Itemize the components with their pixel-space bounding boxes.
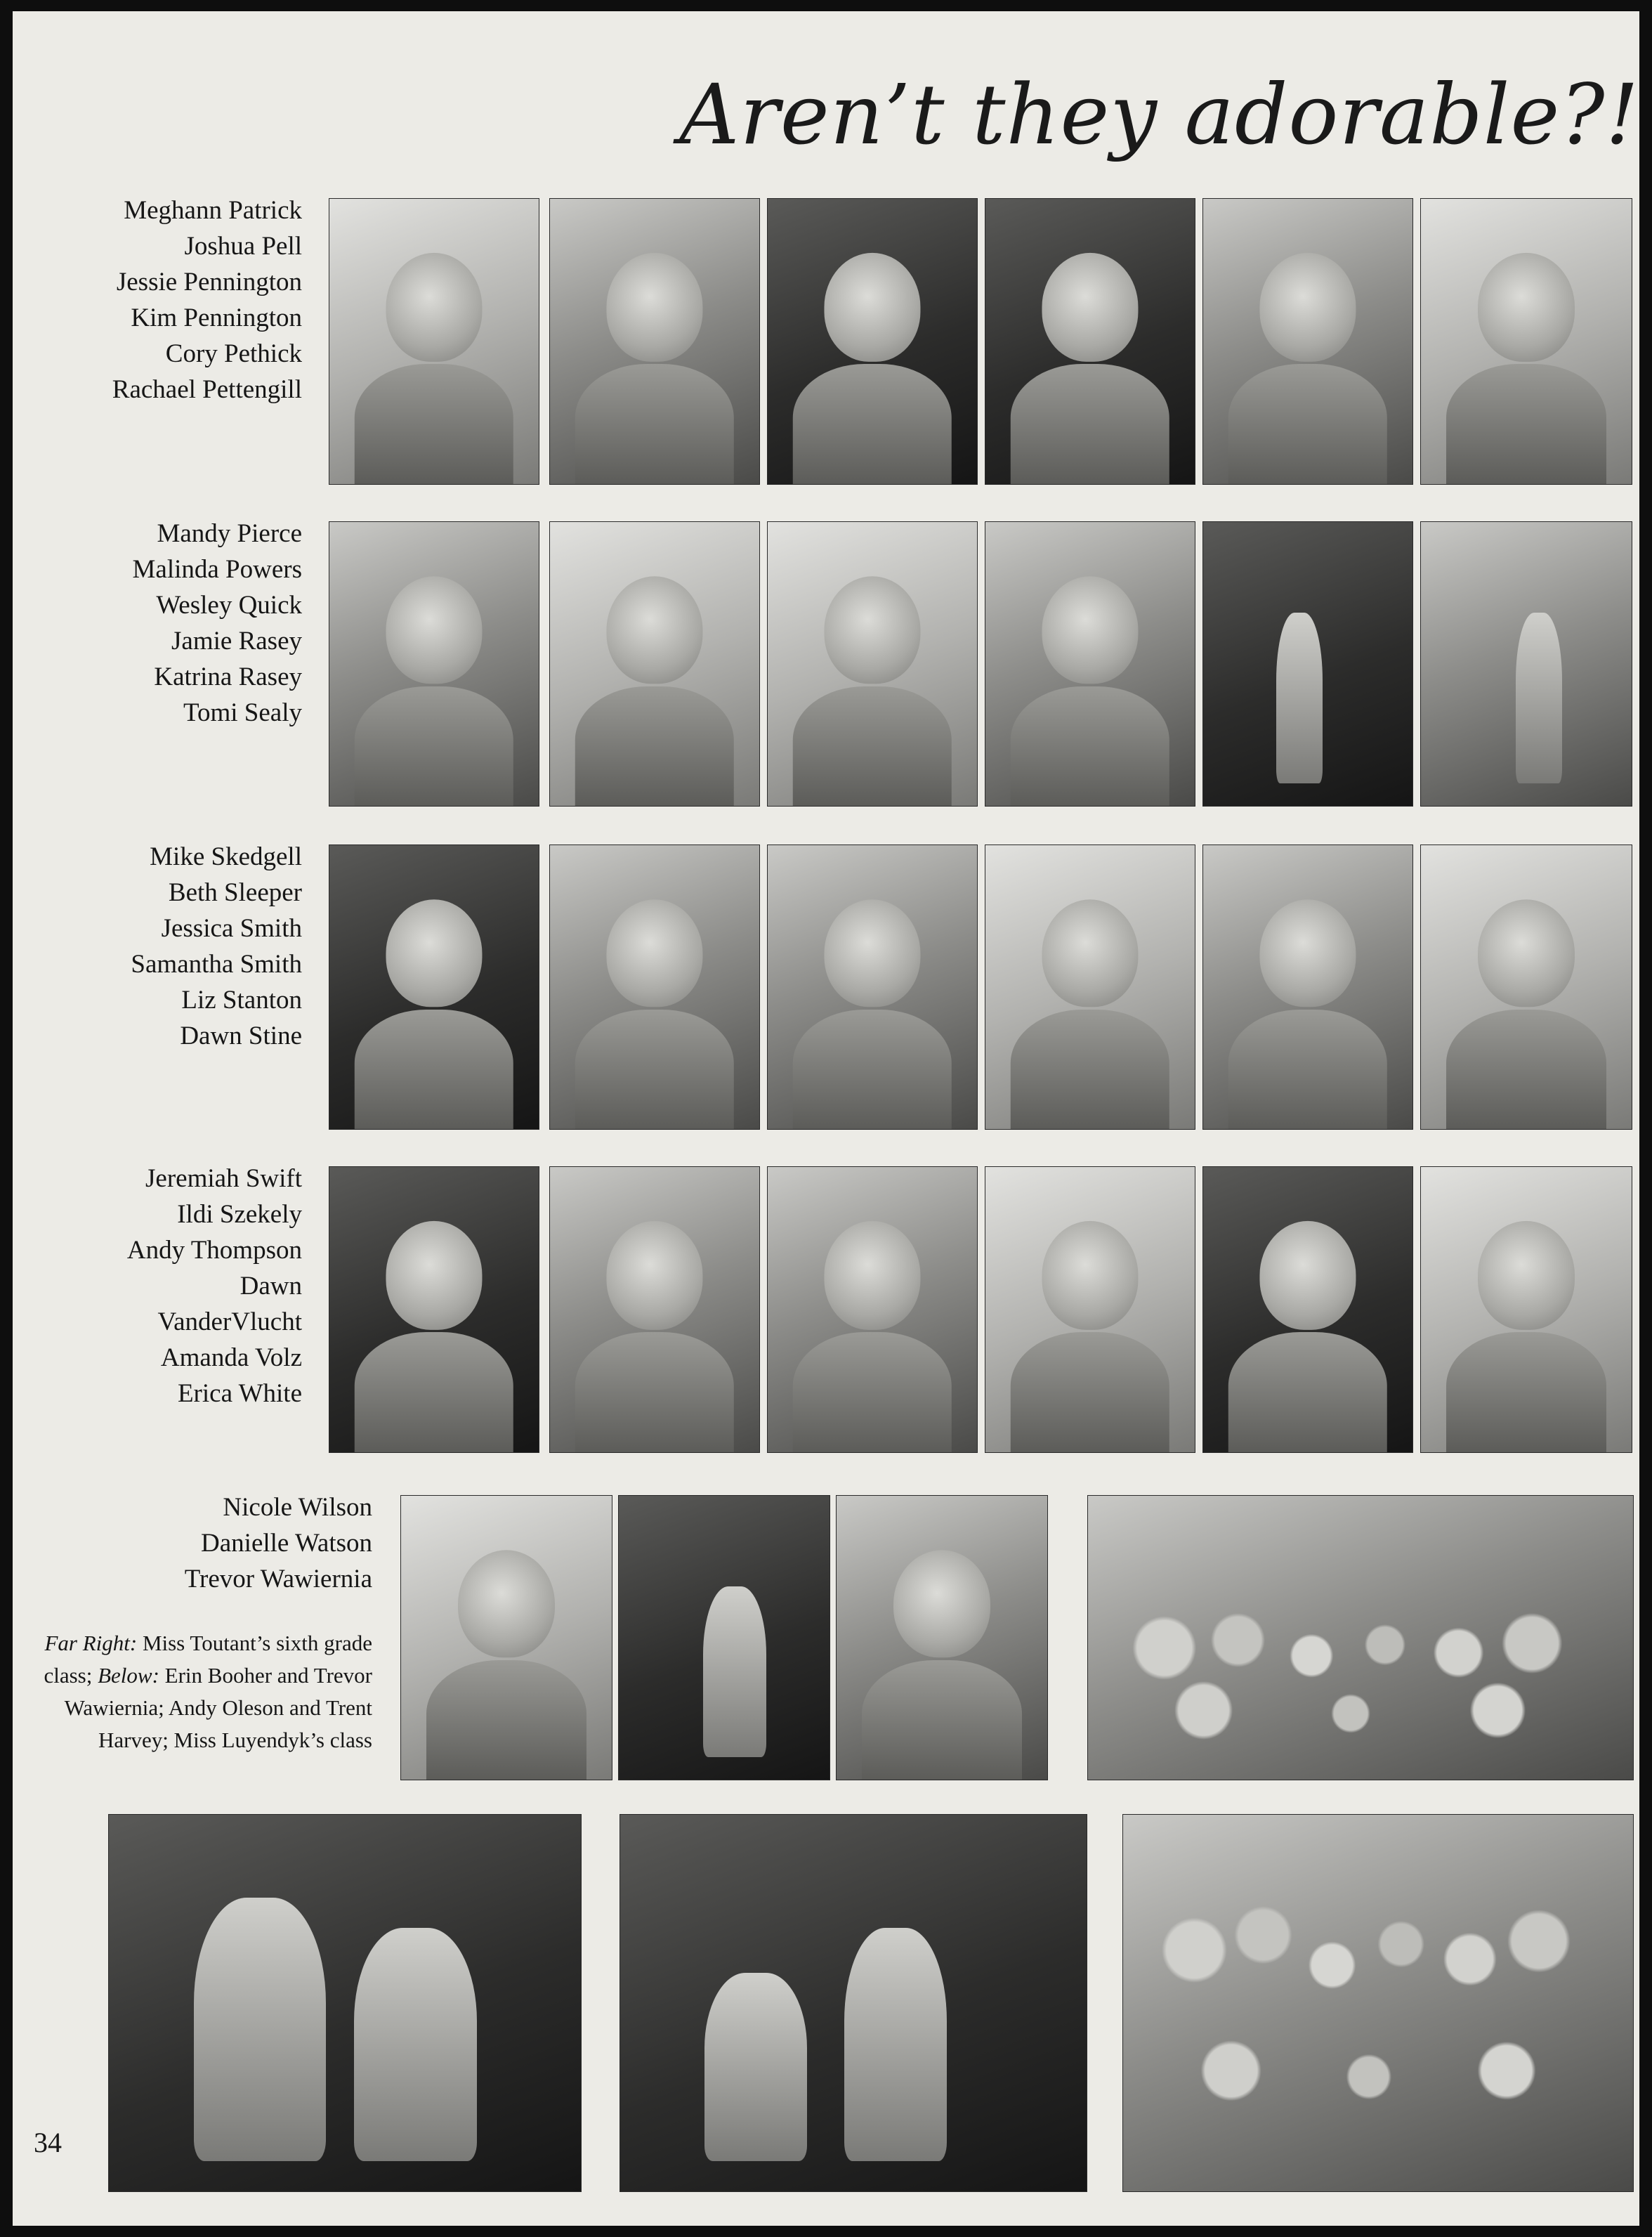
baby-photo (985, 198, 1195, 485)
student-name: Rachael Pettengill (112, 375, 302, 404)
baby-photo (985, 844, 1195, 1130)
student-name: Erica White (177, 1379, 302, 1408)
caption-below-text: Erin Booher and Trevor Wawiernia; Andy Oleson and Trent Harvey; Miss Luyendyk’s class (64, 1663, 372, 1752)
name-list-row-2 (42, 516, 302, 731)
caption-below-label: Below: (98, 1663, 159, 1688)
student-name: Jamie Rasey (171, 627, 302, 656)
photo-caption (41, 1627, 372, 1756)
student-name: Kim Pennington (131, 304, 302, 332)
student-name: Andy Thompson (126, 1236, 302, 1265)
student-name: Trevor Wawiernia (184, 1565, 372, 1593)
baby-photo (1420, 198, 1632, 485)
student-name: Malinda Powers (132, 555, 302, 584)
name-list-row-5 (112, 1489, 372, 1597)
student-name: Nicole Wilson (223, 1493, 372, 1522)
baby-photo (767, 1166, 978, 1453)
baby-photo (549, 521, 760, 807)
student-name: Dawn Stine (180, 1022, 302, 1050)
caption-far-right-text: Miss Toutant’s sixth grade class; (44, 1631, 372, 1688)
page-number: 34 (34, 2127, 62, 2158)
baby-photo (329, 198, 539, 485)
student-name: Dawn (240, 1272, 302, 1300)
student-name: Jeremiah Swift (145, 1164, 302, 1193)
baby-photo (549, 1166, 760, 1453)
baby-photo (1202, 844, 1413, 1130)
costume-photo (108, 1814, 582, 2192)
student-name: Ildi Szekely (177, 1200, 302, 1229)
student-name: Joshua Pell (184, 232, 302, 261)
baby-photo (767, 844, 978, 1130)
baby-photo (618, 1495, 830, 1780)
baby-photo (1420, 844, 1632, 1130)
baby-photo (1202, 198, 1413, 485)
student-name: Tomi Sealy (183, 698, 302, 727)
caption-far-right-label: Far Right: (44, 1631, 138, 1655)
baby-photo (1202, 521, 1413, 807)
student-name: Cory Pethick (165, 339, 302, 368)
name-list-row-1 (42, 193, 302, 407)
student-name: Mike Skedgell (150, 842, 302, 871)
student-name: Mandy Pierce (157, 519, 302, 548)
yearbook-page (13, 11, 1639, 2226)
student-name: Wesley Quick (156, 591, 302, 620)
student-name: Danielle Watson (201, 1529, 372, 1558)
student-name: Amanda Volz (160, 1343, 302, 1372)
baby-photo (400, 1495, 612, 1780)
student-name: Beth Sleeper (168, 878, 302, 907)
student-name: Jessie Pennington (116, 268, 302, 296)
baby-photo (767, 521, 978, 807)
student-name: VanderVlucht (157, 1307, 302, 1336)
baby-photo (1420, 521, 1632, 807)
baby-photo (836, 1495, 1048, 1780)
baby-photo (767, 198, 978, 485)
backyard-photo (620, 1814, 1087, 2192)
baby-photo (549, 844, 760, 1130)
baby-photo (1420, 1166, 1632, 1453)
student-name: Samantha Smith (131, 950, 302, 979)
baby-photo (985, 521, 1195, 807)
baby-photo (985, 1166, 1195, 1453)
student-name: Meghann Patrick (124, 196, 302, 225)
baby-photo (329, 1166, 539, 1453)
class-group-photo (1122, 1814, 1634, 2192)
name-list-row-3 (42, 839, 302, 1054)
student-name: Liz Stanton (181, 986, 302, 1015)
name-list-row-4 (42, 1161, 302, 1411)
baby-photo (329, 844, 539, 1130)
student-name: Katrina Rasey (154, 663, 302, 691)
baby-photo (329, 521, 539, 807)
class-group-photo (1087, 1495, 1634, 1780)
baby-photo (549, 198, 760, 485)
student-name: Jessica Smith (161, 914, 302, 943)
page-title: Aren’t they adorable?! (679, 66, 1639, 163)
baby-photo (1202, 1166, 1413, 1453)
